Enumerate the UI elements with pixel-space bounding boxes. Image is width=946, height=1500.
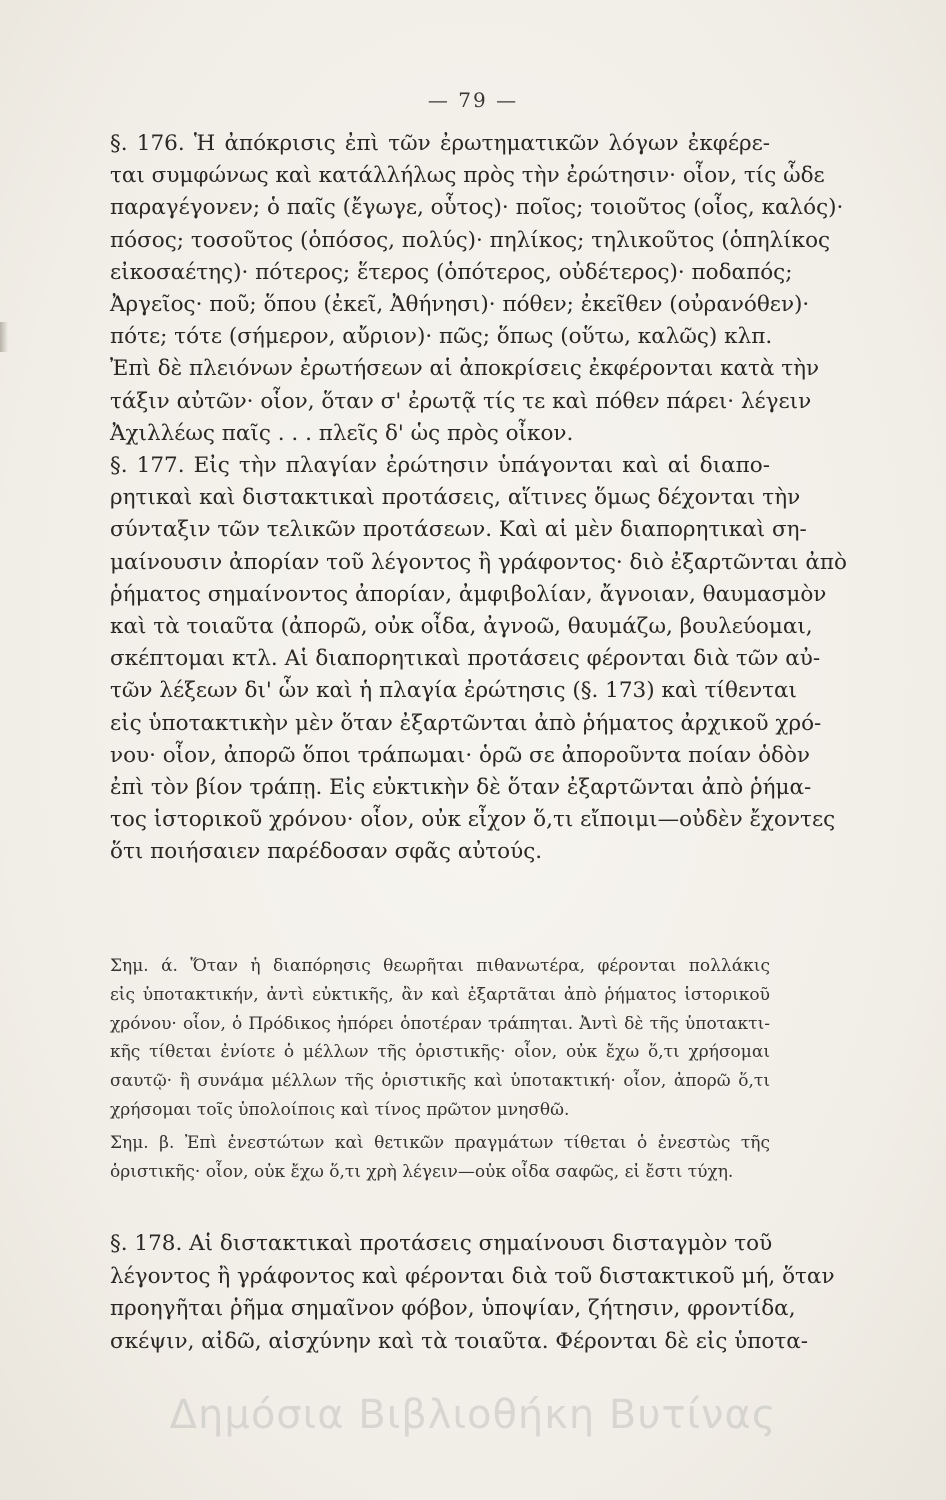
note-line: σαυτῷ· ἢ συνάμα μέλλων τῆς ὁριστικῆς καὶ ὑποτακτική· οἷον, ἀπορῶ ὅ,τι: [110, 1071, 770, 1092]
text-line: ἐπὶ τὸν βίον τράπῃ. Εἰς εὐκτικὴν δὲ ὅταν ἐξαρτῶνται ἀπὸ ῥήμα-: [110, 775, 812, 801]
text-line: εἰκοσαέτης)· πότερος; ἕτερος (ὁπότερος, οὐδέτερος)· ποδαπός;: [110, 259, 793, 285]
note-line: χρόνου· οἷον, ὁ Πρόδικος ἠπόρει ὁποτέραν τράπηται. Ἀντὶ δὲ τῆς ὑποτακτι-: [110, 1013, 770, 1034]
text-line: τος ἱστορικοῦ χρόνου· οἷον, οὐκ εἶχον ὅ,τι εἴποιμι—οὐδὲν ἔχοντες: [110, 807, 836, 833]
text-line: σκέψιν, αἰδῶ, αἰσχύνην καὶ τὰ τοιαῦτα. Φέρονται δὲ εἰς ὑποτα-: [110, 1328, 809, 1354]
text-line: καὶ τὰ τοιαῦτα (ἀπορῶ, οὐκ οἶδα, ἀγνοῶ, θαυμάζω, βουλεύομαι,: [110, 614, 813, 640]
note-line: χρήσομαι τοῖς ὑπολοίποις καὶ τίνος πρῶτον μνησθῶ.: [110, 1099, 570, 1120]
text-line: §. 178. Αἱ διστακτικαὶ προτάσεις σημαίνουσι δισταγμὸν τοῦ: [110, 1231, 773, 1256]
note-line: κῆς τίθεται ἐνίοτε ὁ μέλλων τῆς ὁριστικῆς· οἷον, οὐκ ἔχω ὅ,τι χρήσομαι: [110, 1042, 770, 1063]
text-line: λέγοντος ἢ γράφοντος καὶ φέρονται διὰ τοῦ διστακτικοῦ μή, ὅταν: [110, 1263, 835, 1289]
text-line: ῥήματος σημαίνοντος ἀπορίαν, ἀμφιβολίαν, ἄγνοιαν, θαυμασμὸν: [110, 581, 827, 607]
text-line: ὅτι ποιήσαιεν παρέδοσαν σφᾶς αὐτούς.: [110, 839, 543, 865]
text-line: πόσος; τοσοῦτος (ὁπόσος, πολύς)· πηλίκος; τηλικοῦτος (ὁπηλίκος: [110, 227, 831, 253]
text-line: ρητικαὶ καὶ διστακτικαὶ προτάσεις, αἵτινες ὅμως δέχονται τὴν: [110, 485, 801, 511]
text-line: νου· οἷον, ἀπορῶ ὅποι τράπωμαι· ὁρῶ σε ἀποροῦντα ποίαν ὁδὸν: [110, 742, 810, 768]
library-watermark: Δημόσια Βιβλιοθήκη Βυτίνας: [169, 1392, 777, 1438]
main-text-block: [110, 128, 847, 869]
text-line: σύνταξιν τῶν τελικῶν προτάσεων. Καὶ αἱ μὲν διαπορητικαὶ ση-: [110, 517, 807, 543]
text-line: μαίνουσιν ἀπορίαν τοῦ λέγοντος ἢ γράφοντος· διὸ ἐξαρτῶνται ἀπὸ: [110, 549, 847, 575]
page-edge-mark: [0, 322, 8, 352]
note-line: Σημ. β. Ἐπὶ ἐνεστώτων καὶ θετικῶν πραγμάτων τίθεται ὁ ἐνεστὼς τῆς: [110, 1132, 770, 1153]
text-line: Ἀχιλλέως παῖς . . . πλεῖς δ' ὡς πρὸς οἶκον.: [110, 420, 574, 446]
note-line: εἰς ὑποτακτικήν, ἀντὶ εὐκτικῆς, ἂν καὶ ἐξαρτᾶται ἀπὸ ῥήματος ἱστορικοῦ: [110, 984, 770, 1005]
section-178-block: [110, 1228, 835, 1358]
text-line: σκέπτομαι κτλ. Αἱ διαπορητικαὶ προτάσεις φέρονται διὰ τῶν αὐ-: [110, 646, 821, 672]
text-line: Ἀργεῖος· ποῦ; ὅπου (ἐκεῖ, Ἀθήνησι)· πόθεν; ἐκεῖθεν (οὐρανόθεν)·: [110, 292, 810, 318]
text-line: τάξιν αὐτῶν· οἷον, ὅταν σ' ἐρωτᾷ τίς τε καὶ πόθεν πάρει· λέγειν: [110, 388, 812, 414]
page-number: — 79 —: [427, 88, 519, 112]
text-line: ται συμφώνως καὶ κατάλλήλως πρὸς τὴν ἐρώτησιν· οἷον, τίς ὧδε: [110, 163, 825, 189]
text-line: προηγῆται ῥῆμα σημαῖνον φόβον, ὑποψίαν, ζήτησιν, φροντίδα,: [110, 1296, 796, 1321]
text-line: Ἐπὶ δὲ πλειόνων ἐρωτήσεων αἱ ἀποκρίσεις ἐκφέρονται κατὰ τὴν: [110, 356, 820, 382]
notes-block: [110, 952, 770, 1186]
text-line: §. 176. Ἡ ἀπόκρισις ἐπὶ τῶν ἐρωτηματικῶν λόγων ἐκφέρε-: [110, 131, 770, 156]
text-line: εἰς ὑποτακτικὴν μὲν ὅταν ἐξαρτῶνται ἀπὸ ῥήματος ἀρχικοῦ χρό-: [110, 710, 822, 736]
note-line: Σημ. ά. Ὅταν ἡ διαπόρησις θεωρῆται πιθανωτέρα, φέρονται πολλάκις: [110, 956, 770, 976]
note-line: ὁριστικῆς· οἷον, οὐκ ἔχω ὅ,τι χρὴ λέγειν—οὐκ οἶδα σαφῶς, εἰ ἔστι τύχη.: [110, 1161, 734, 1182]
text-line: §. 177. Εἰς τὴν πλαγίαν ἐρώτησιν ὑπάγονται καὶ αἱ διαπο-: [110, 453, 770, 479]
text-line: παραγέγονεν; ὁ παῖς (ἔγωγε, οὗτος)· ποῖος; τοιοῦτος (οἷος, καλός)·: [110, 195, 844, 221]
text-line: τῶν λέξεων δι' ὧν καὶ ἡ πλαγία ἐρώτησις (§. 173) καὶ τίθενται: [110, 678, 797, 704]
text-line: πότε; τότε (σήμερον, αὔριον)· πῶς; ὅπως (οὕτω, καλῶς) κλπ.: [110, 324, 773, 350]
